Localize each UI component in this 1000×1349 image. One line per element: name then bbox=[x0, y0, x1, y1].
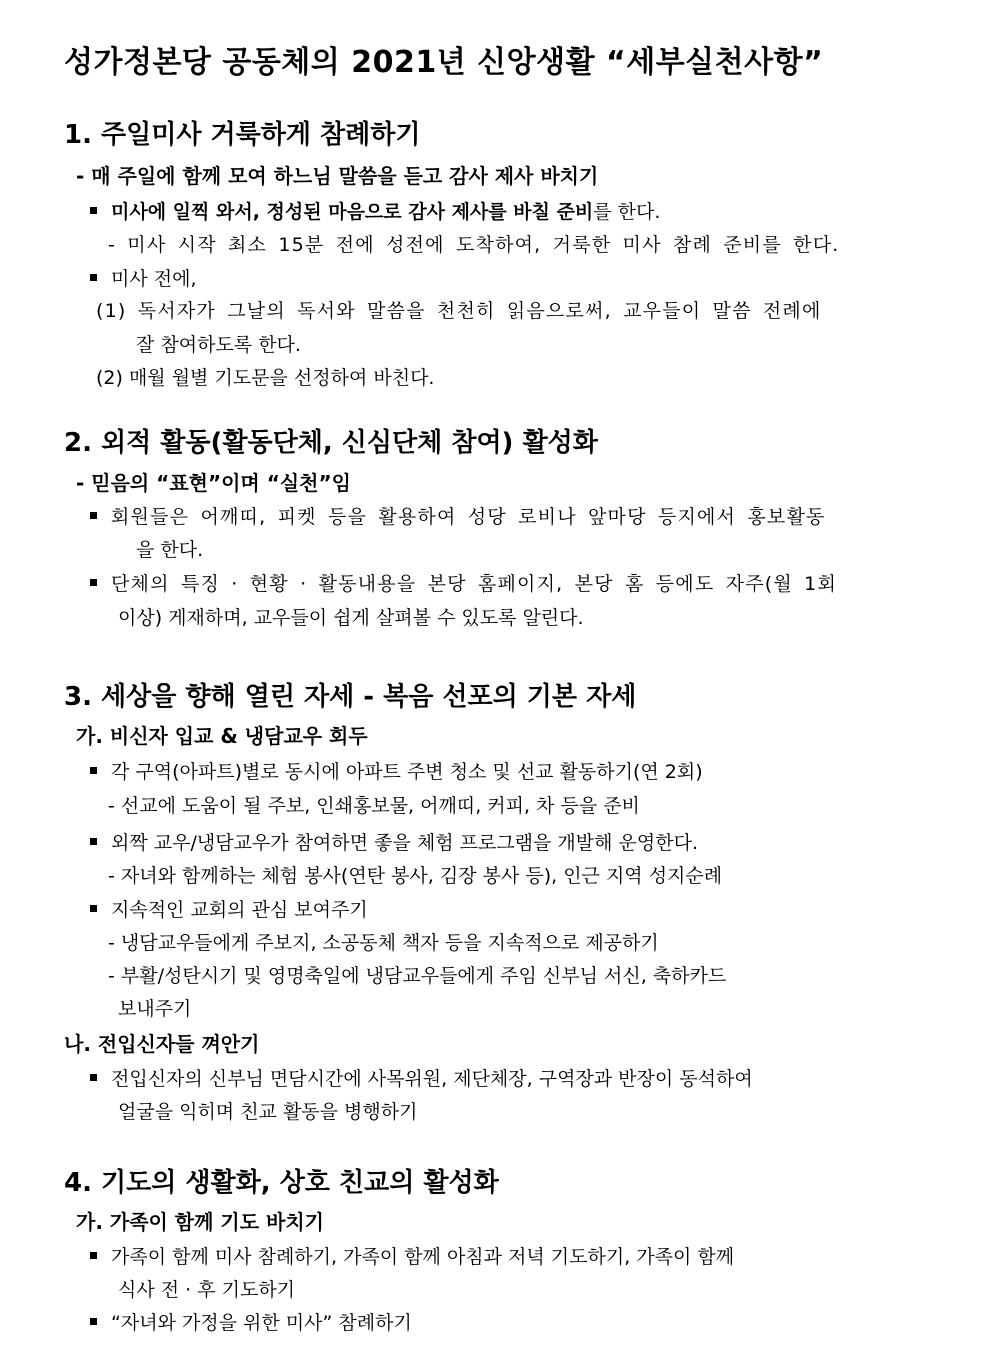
square-bullet-icon bbox=[90, 1318, 97, 1325]
square-bullet-icon bbox=[90, 1074, 97, 1081]
numbered-item: (1) 독서자가 그날의 독서와 말씀을 천천히 읽음으로써, 교우들이 말씀 전례에 bbox=[96, 300, 822, 322]
list-item: 전입신자의 신부님 면담시간에 사목위원, 제단체장, 구역장과 반장이 동석하여 bbox=[90, 1070, 753, 1089]
list-item-continuation: 얼굴을 익히며 친교 활동을 병행하기 bbox=[118, 1101, 418, 1123]
section-2-heading: 2. 외적 활동(활동단체, 신심단체 참여) 활성화 bbox=[64, 428, 598, 458]
section-1-heading: 1. 주일미사 거룩하게 참례하기 bbox=[64, 120, 421, 150]
numbered-item-continuation: 잘 참여하도록 한다. bbox=[136, 334, 301, 356]
square-bullet-icon bbox=[90, 1252, 97, 1259]
square-bullet-icon bbox=[90, 512, 97, 519]
list-item: 외짝 교우/냉담교우가 참여하면 좋을 체험 프로그램을 개발해 운영한다. bbox=[90, 834, 698, 853]
square-bullet-icon bbox=[90, 767, 97, 774]
list-item: 가족이 함께 미사 참례하기, 가족이 함께 아침과 저녁 기도하기, 가족이 함께 bbox=[90, 1248, 734, 1267]
square-bullet-icon bbox=[90, 579, 97, 586]
list-item: “자녀와 가정을 위한 미사” 참례하기 bbox=[90, 1314, 412, 1333]
list-item: 미사에 일찍 와서, 정성된 마음으로 감사 제사를 바칠 준비를 한다. bbox=[90, 203, 660, 222]
numbered-item: (2) 매월 월별 기도문을 선정하여 바친다. bbox=[96, 367, 435, 389]
section-3-heading: 3. 세상을 향해 열린 자세 - 복음 선포의 기본 자세 bbox=[64, 682, 637, 712]
section-2-subheading: - 믿음의 “표현”이며 “실천”임 bbox=[76, 471, 351, 495]
square-bullet-icon bbox=[90, 838, 97, 845]
section-3a-subheading: 가. 비신자 입교 & 냉담교우 회두 bbox=[76, 724, 368, 748]
list-item: 지속적인 교회의 관심 보여주기 bbox=[90, 901, 368, 920]
list-item-continuation: 이상) 게재하며, 교우들이 쉽게 살펴볼 수 있도록 알린다. bbox=[118, 607, 584, 629]
list-item-continuation: 식사 전 · 후 기도하기 bbox=[118, 1279, 296, 1301]
list-item-detail: - 부활/성탄시기 및 영명축일에 냉담교우들에게 주임 신부님 서신, 축하카드 bbox=[108, 965, 727, 987]
list-item-detail: - 선교에 도움이 될 주보, 인쇄홍보물, 어깨띠, 커피, 차 등을 준비 bbox=[108, 795, 640, 817]
square-bullet-icon bbox=[90, 207, 97, 214]
list-item-detail: - 냉담교우들에게 주보지, 소공동체 책자 등을 지속적으로 제공하기 bbox=[108, 932, 659, 954]
list-item: 미사 전에, bbox=[90, 270, 197, 289]
list-item-detail: - 자녀와 함께하는 체험 봉사(연탄 봉사, 김장 봉사 등), 인근 지역 성지순례 bbox=[108, 865, 723, 887]
section-3b-subheading: 나. 전입신자들 껴안기 bbox=[64, 1032, 260, 1056]
page-title: 성가정본당 공동체의 2021년 신앙생활 “세부실천사항” bbox=[64, 45, 824, 80]
list-item-continuation: 보내주기 bbox=[118, 998, 192, 1020]
square-bullet-icon bbox=[90, 905, 97, 912]
square-bullet-icon bbox=[90, 274, 97, 281]
list-item: 각 구역(아파트)별로 동시에 아파트 주변 청소 및 선교 활동하기(연 2회) bbox=[90, 763, 703, 782]
list-item: 단체의 특징 · 현황 · 활동내용을 본당 홈페이지, 본당 홈 등에도 자주(월 1회 bbox=[90, 575, 837, 594]
section-4a-subheading: 가. 가족이 함께 기도 바치기 bbox=[76, 1210, 324, 1234]
section-4-heading: 4. 기도의 생활화, 상호 친교의 활성화 bbox=[64, 1168, 499, 1198]
list-item-detail: - 미사 시작 최소 15분 전에 성전에 도착하여, 거룩한 미사 참례 준비를 한다. bbox=[108, 234, 840, 256]
section-1-subheading: - 매 주일에 함께 모여 하느님 말씀을 듣고 감사 제사 바치기 bbox=[76, 164, 599, 188]
list-item: 회원들은 어깨띠, 피켓 등을 활용하여 성당 로비나 앞마당 등지에서 홍보활동 bbox=[90, 508, 826, 527]
list-item-continuation: 을 한다. bbox=[136, 539, 204, 561]
